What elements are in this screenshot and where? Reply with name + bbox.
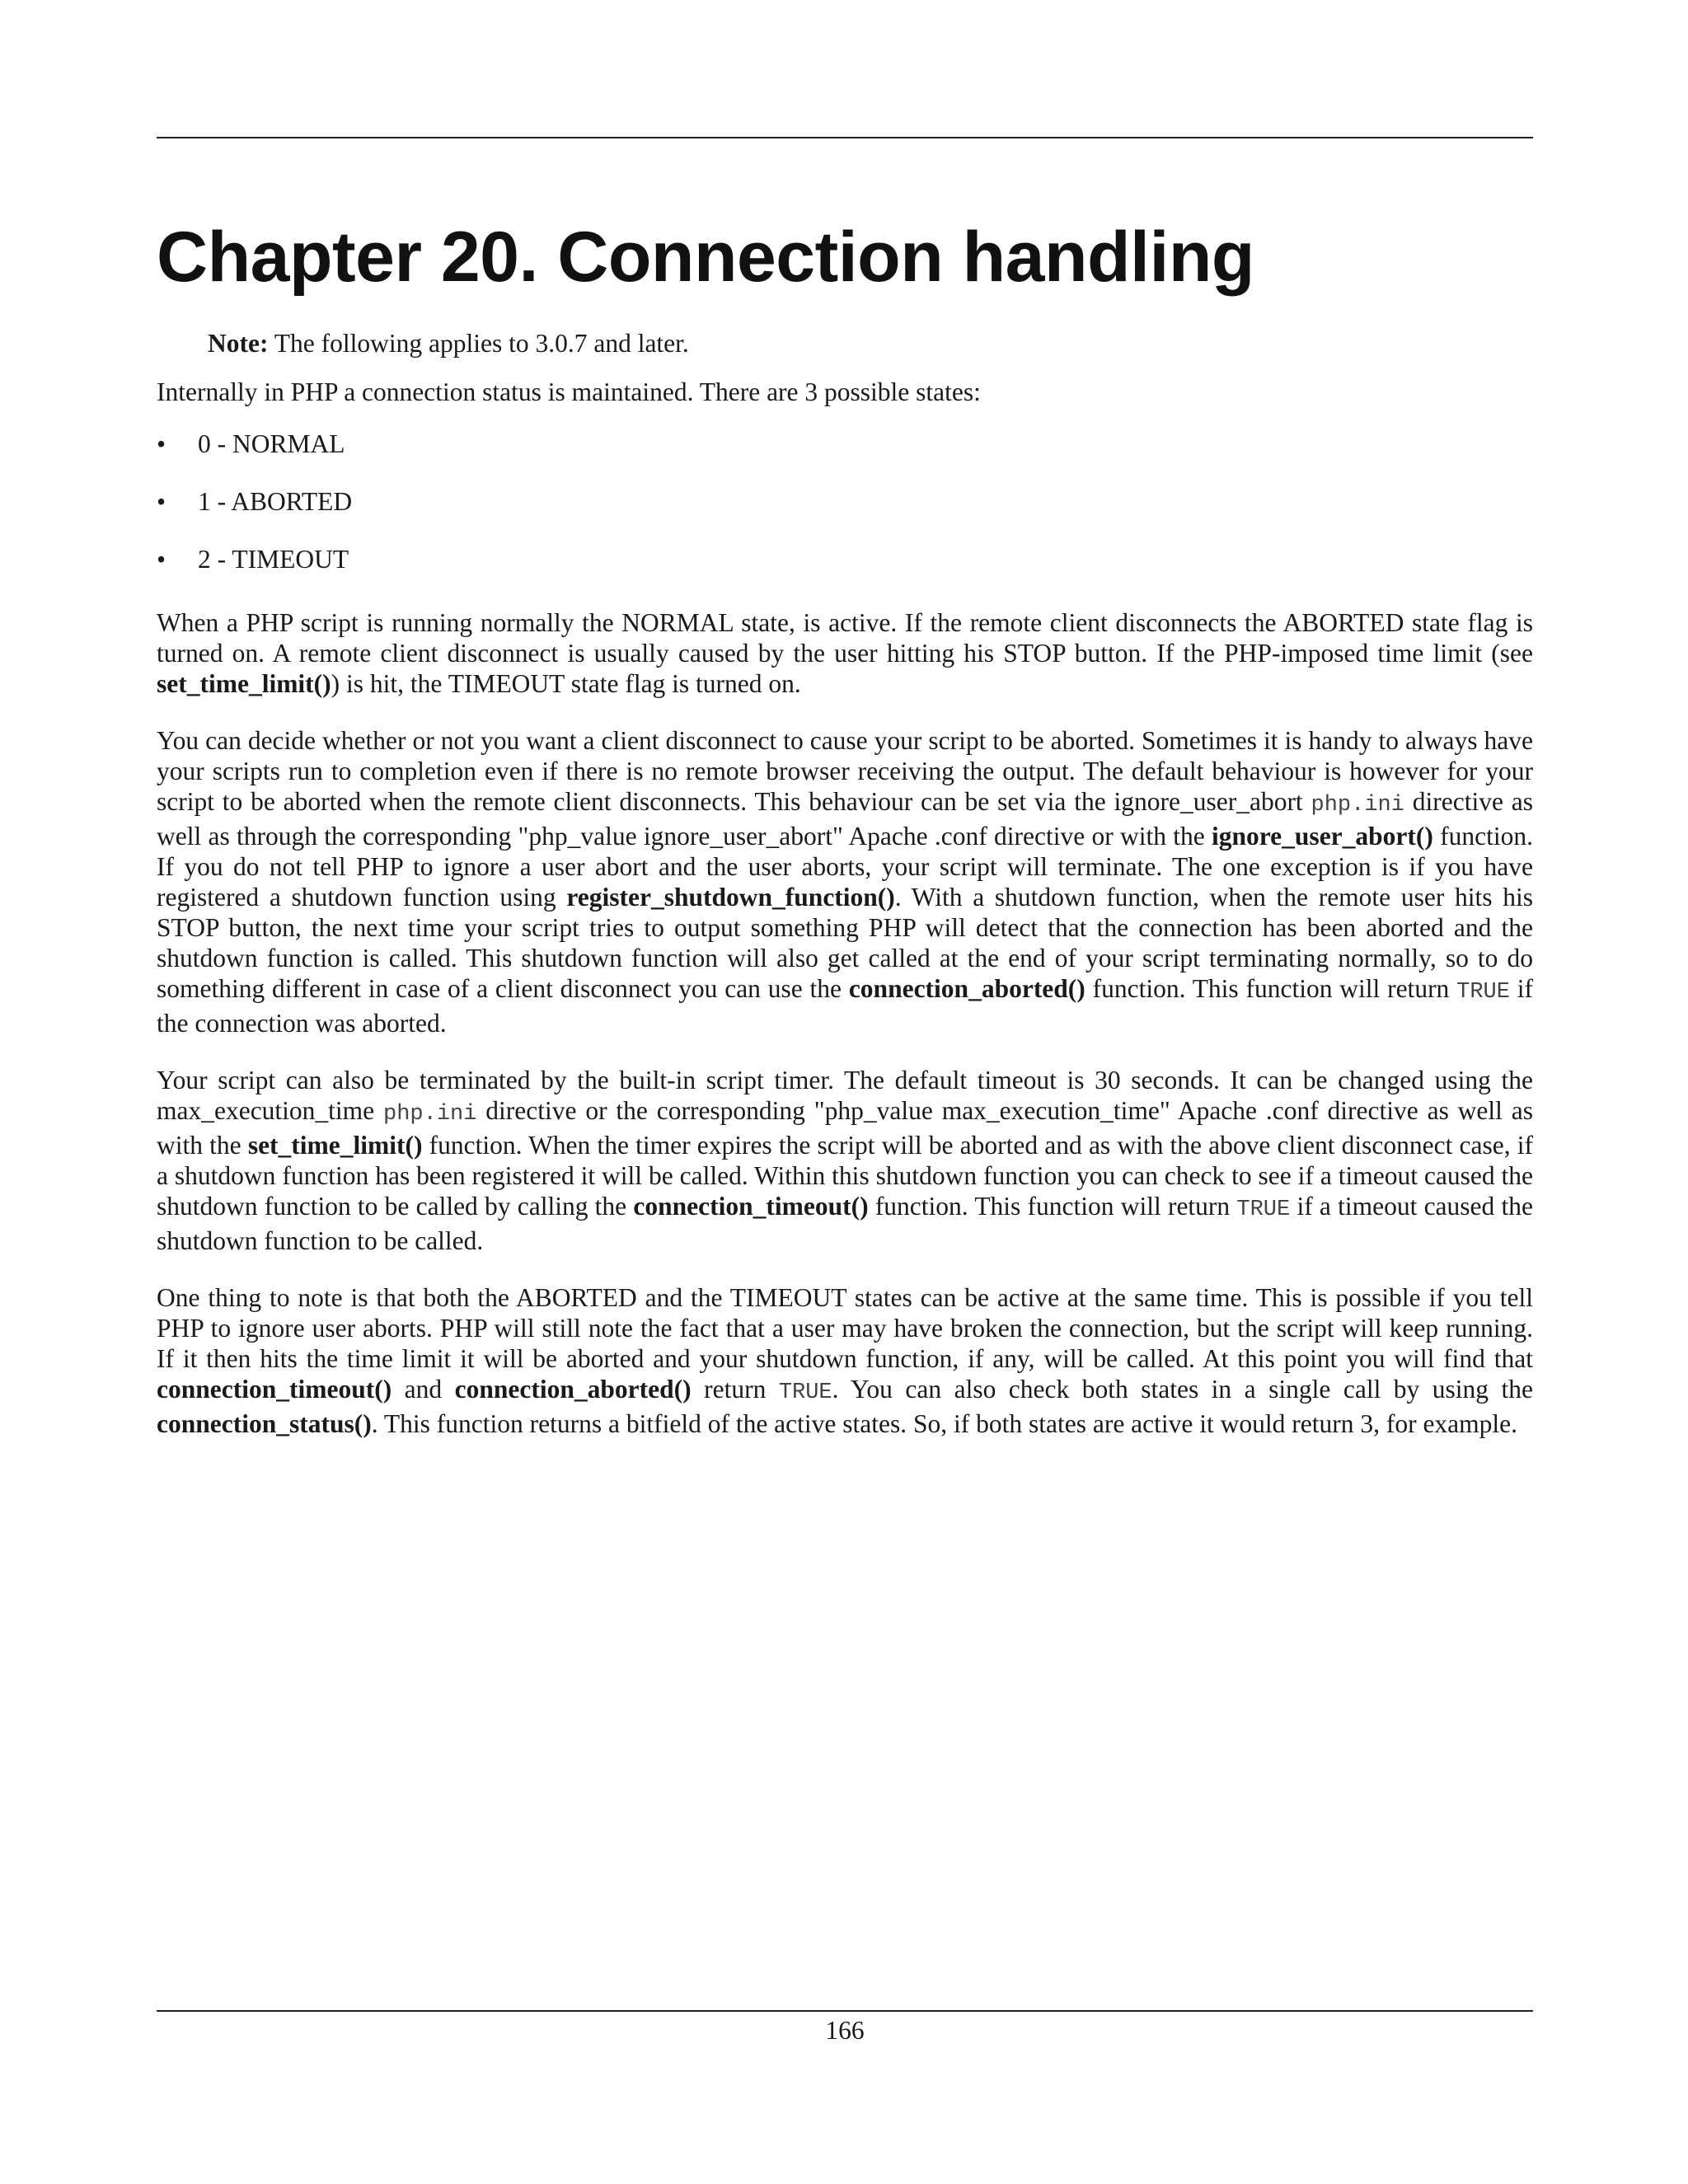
function-name: connection_timeout()	[157, 1375, 392, 1404]
list-item	[157, 429, 1533, 459]
text-run: . This function returns a bitfield of the active states. So, if both states are active it would return 3, for example.	[371, 1409, 1518, 1438]
paragraph-client-disconnect	[157, 725, 1533, 1038]
state-label: 1 - ABORTED	[198, 487, 353, 516]
bullet-icon: •	[157, 545, 166, 574]
list-item	[157, 486, 1533, 517]
text-run: function. If you do not tell PHP to ignore a user abort and the user aborts, your script will terminate. The one exception is if you have registered a shutdown function using	[157, 822, 1533, 912]
bullet-icon: •	[157, 487, 166, 516]
function-name: connection_aborted()	[848, 974, 1085, 1003]
state-label: 2 - TIMEOUT	[198, 545, 349, 574]
text-run: return	[691, 1375, 779, 1404]
text-run: function. When the timer expires the script will be aborted and as with the above client disconnect case, if a shutdown function has been registered it will be called. Within this shutdown function you can check to see if a timeout caused the shutdown function to be called by calling the	[157, 1131, 1533, 1221]
function-name: set_time_limit()	[157, 669, 331, 698]
paragraph-both-states	[157, 1282, 1533, 1439]
text-run: function. This function will return	[868, 1192, 1237, 1221]
function-name: set_time_limit()	[247, 1131, 423, 1160]
note-text: The following applies to 3.0.7 and later.	[268, 329, 689, 358]
text-run: if a timeout caused the shutdown function to be called.	[157, 1192, 1533, 1255]
text-run: You can decide whether or not you want a client disconnect to cause your script to be aborted. Sometimes it is handy to always have your scripts run to completion even if there is no remote browser receiving the output. The default behaviour is however for your script to be aborted when the remote client disconnects. This behaviour can be set via the ignore_user_abort	[157, 726, 1533, 816]
text-run: ) is hit, the TIMEOUT state flag is turned on.	[331, 669, 801, 698]
state-label: 0 - NORMAL	[198, 429, 345, 458]
text-run: and	[392, 1375, 455, 1404]
chapter-body	[157, 328, 1533, 1439]
version-note	[208, 328, 1533, 359]
text-run: function. This function will return	[1085, 974, 1457, 1003]
intro-paragraph: Internally in PHP a connection status is maintained. There are 3 possible states:	[157, 377, 981, 406]
text-run: directive as well as through the corresponding "php_value ignore_user_abort" Apache .conf directive or with the	[157, 787, 1534, 851]
code-literal: TRUE	[1236, 1197, 1291, 1222]
function-name: connection_aborted()	[454, 1375, 692, 1404]
bullet-icon: •	[157, 429, 166, 458]
function-name: connection_status()	[157, 1409, 372, 1438]
note-label: Note:	[208, 329, 269, 358]
code-literal: php.ini	[383, 1102, 477, 1127]
connection-states-list	[157, 429, 1533, 574]
function-name: ignore_user_abort()	[1212, 822, 1433, 851]
chapter-title: Chapter 20. Connection handling	[157, 218, 1254, 297]
text-run: . You can also check both states in a single call by using the	[832, 1375, 1534, 1404]
function-name: connection_timeout()	[633, 1192, 869, 1221]
text-run: . With a shutdown function, when the remote user hits his STOP button, the next time your script tries to output something PHP will detect that the connection has been aborted and the shutdown function is called. This shutdown function will also get called at the end of your script terminating normally, so to do something different in case of a client disconnect you can use the	[157, 883, 1533, 1003]
footer-rule	[157, 2010, 1533, 2012]
function-name: register_shutdown_function()	[566, 883, 895, 912]
paragraph-normal-state	[157, 607, 1533, 699]
code-literal: php.ini	[1311, 793, 1404, 818]
list-item	[157, 544, 1533, 574]
code-literal: TRUE	[1456, 980, 1510, 1005]
header-rule	[157, 137, 1533, 138]
text-run: When a PHP script is running normally the NORMAL state, is active. If the remote client disconnects the ABORTED state flag is turned on. A remote client disconnect is usually caused by the user hitting his STOP button. If the PHP-imposed time limit (see	[157, 608, 1533, 668]
code-literal: TRUE	[778, 1380, 832, 1405]
paragraph-script-timer	[157, 1065, 1533, 1256]
text-run: Your script can also be terminated by the built-in script timer. The default timeout is 30 seconds. It can be changed using the max_execution_time	[157, 1066, 1533, 1125]
text-run: One thing to note is that both the ABORTED and the TIMEOUT states can be active at the same time. This is possible if you tell PHP to ignore user aborts. PHP will still note the fact that a user may have broken the connection, but the script will keep running. If it then hits the time limit it will be aborted and your shutdown function, if any, will be called. At this point you will find that	[157, 1283, 1533, 1373]
document-page	[157, 0, 1533, 2184]
text-run: if the connection was aborted.	[157, 974, 1533, 1038]
page-number: 166	[825, 2016, 865, 2045]
text-run: directive or the corresponding "php_value max_execution_time" Apache .conf directive as well as with the	[157, 1096, 1533, 1160]
